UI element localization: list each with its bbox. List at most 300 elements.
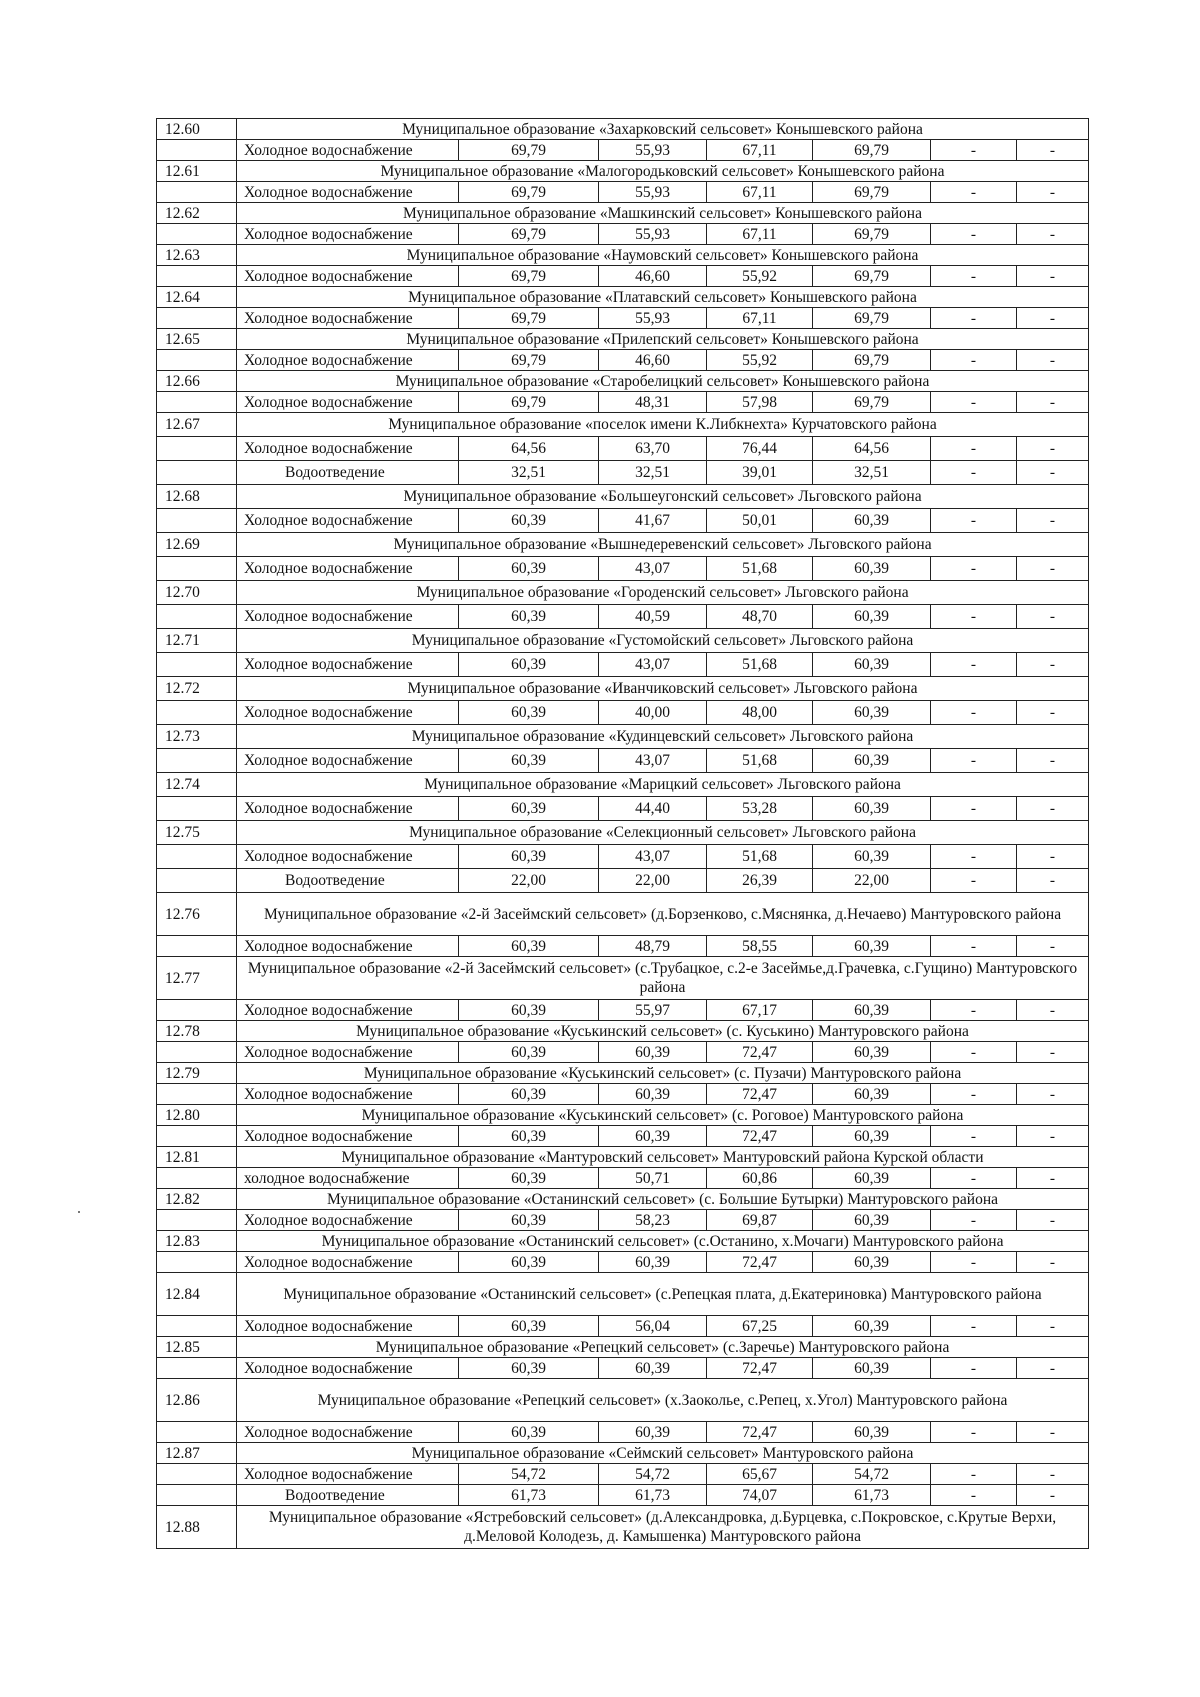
tariff-value: 60,39	[459, 1210, 599, 1231]
section-title: Муниципальное образование «Захарковский сельсовет» Конышевского района	[237, 119, 1089, 140]
section-title: Муниципальное образование «Малогородьковский сельсовет» Конышевского района	[237, 161, 1089, 182]
tariff-value: 22,00	[813, 869, 931, 893]
section-title: Муниципальное образование «Кудинцевский сельсовет» Льговского района	[237, 725, 1089, 749]
tariff-value: -	[1017, 1252, 1089, 1273]
empty-cell	[157, 461, 237, 485]
section-title: Муниципальное образование «Репецкий сельсовет» (х.Заоколье, с.Репец, х.Угол) Мантуровского района	[237, 1379, 1089, 1422]
section-number: 12.75	[157, 821, 237, 845]
service-row	[157, 701, 1089, 725]
tariff-value: 60,39	[813, 1316, 931, 1337]
empty-cell	[157, 1042, 237, 1063]
service-name: Холодное водоснабжение	[237, 437, 459, 461]
service-name: Холодное водоснабжение	[237, 1316, 459, 1337]
tariff-value: 60,39	[459, 797, 599, 821]
section-title: Муниципальное образование «2-й Засеймский сельсовет» (с.Трубацкое, с.2-е Засеймье,д.Грачевка, с.Гущино) Мантуровского района	[237, 957, 1089, 1000]
service-row	[157, 140, 1089, 161]
service-row	[157, 936, 1089, 957]
section-title: Муниципальное образование «Иванчиковский сельсовет» Льговского района	[237, 677, 1089, 701]
tariff-value: 69,79	[813, 266, 931, 287]
tariff-value: 43,07	[599, 557, 707, 581]
tariff-value: -	[931, 392, 1017, 413]
service-row	[157, 308, 1089, 329]
tariff-value: -	[931, 605, 1017, 629]
tariff-value: 60,39	[599, 1422, 707, 1443]
tariff-value: 72,47	[707, 1042, 813, 1063]
section-title: Муниципальное образование «Куськинский сельсовет» (с. Роговое) Мантуровского района	[237, 1105, 1089, 1126]
tariff-value: -	[931, 653, 1017, 677]
tariff-value: 69,79	[813, 308, 931, 329]
empty-cell	[157, 437, 237, 461]
tariff-value: -	[931, 701, 1017, 725]
tariff-value: -	[1017, 437, 1089, 461]
tariff-value: 60,39	[813, 1358, 931, 1379]
tariff-value: -	[931, 461, 1017, 485]
section-title: Муниципальное образование «Мантуровский сельсовет» Мантуровский района Курской области	[237, 1147, 1089, 1168]
section-title: Муниципальное образование «Куськинский сельсовет» (с. Пузачи) Мантуровского района	[237, 1063, 1089, 1084]
section-header-row	[157, 725, 1089, 749]
section-number: 12.76	[157, 893, 237, 936]
section-title: Муниципальное образование «Вышнедеревенский сельсовет» Льговского района	[237, 533, 1089, 557]
tariff-value: -	[1017, 140, 1089, 161]
section-number: 12.61	[157, 161, 237, 182]
service-name: Холодное водоснабжение	[237, 1000, 459, 1021]
tariff-value: -	[1017, 936, 1089, 957]
service-row	[157, 509, 1089, 533]
service-row	[157, 392, 1089, 413]
tariff-value: 60,39	[599, 1252, 707, 1273]
section-header-row	[157, 629, 1089, 653]
tariff-value: 60,39	[813, 509, 931, 533]
empty-cell	[157, 1422, 237, 1443]
section-number: 12.70	[157, 581, 237, 605]
section-header-row	[157, 1231, 1089, 1252]
tariff-value: 58,55	[707, 936, 813, 957]
section-header-row	[157, 1189, 1089, 1210]
service-name: Холодное водоснабжение	[237, 1084, 459, 1105]
section-number: 12.67	[157, 413, 237, 437]
tariff-value: 54,72	[459, 1464, 599, 1485]
tariff-value: -	[1017, 1210, 1089, 1231]
tariff-value: 40,00	[599, 701, 707, 725]
section-header-row	[157, 1379, 1089, 1422]
tariff-value: -	[931, 1422, 1017, 1443]
tariff-value: -	[931, 509, 1017, 533]
tariff-value: 63,70	[599, 437, 707, 461]
tariff-value: -	[931, 182, 1017, 203]
section-number: 12.79	[157, 1063, 237, 1084]
tariff-value: -	[1017, 1042, 1089, 1063]
tariff-value: 72,47	[707, 1252, 813, 1273]
section-header-row	[157, 485, 1089, 509]
empty-cell	[157, 1168, 237, 1189]
tariff-value: 69,79	[459, 140, 599, 161]
tariff-value: 60,39	[813, 605, 931, 629]
service-row	[157, 182, 1089, 203]
section-header-row	[157, 1021, 1089, 1042]
tariff-value: -	[1017, 1485, 1089, 1506]
service-name: Холодное водоснабжение	[237, 797, 459, 821]
service-name: Холодное водоснабжение	[237, 701, 459, 725]
section-header-row	[157, 161, 1089, 182]
tariff-value: -	[931, 1252, 1017, 1273]
tariff-value: -	[931, 350, 1017, 371]
section-header-row	[157, 287, 1089, 308]
tariff-value: 69,79	[459, 224, 599, 245]
empty-cell	[157, 749, 237, 773]
tariff-value: 43,07	[599, 845, 707, 869]
section-title: Муниципальное образование «поселок имени К.Либкнехта» Курчатовского района	[237, 413, 1089, 437]
tariff-value: -	[931, 936, 1017, 957]
service-row	[157, 1000, 1089, 1021]
section-title: Муниципальное образование «Марицкий сельсовет» Льговского района	[237, 773, 1089, 797]
tariff-value: -	[1017, 1168, 1089, 1189]
section-header-row	[157, 893, 1089, 936]
tariff-value: -	[1017, 461, 1089, 485]
empty-cell	[157, 1358, 237, 1379]
tariff-value: 69,79	[459, 392, 599, 413]
tariff-value: 60,39	[599, 1358, 707, 1379]
section-header-row	[157, 581, 1089, 605]
tariff-value: -	[1017, 869, 1089, 893]
tariff-value: -	[931, 1316, 1017, 1337]
service-name: Холодное водоснабжение	[237, 557, 459, 581]
empty-cell	[157, 1126, 237, 1147]
empty-cell	[157, 224, 237, 245]
section-number: 12.81	[157, 1147, 237, 1168]
service-name: Холодное водоснабжение	[237, 605, 459, 629]
tariff-value: 46,60	[599, 266, 707, 287]
section-number: 12.85	[157, 1337, 237, 1358]
section-header-row	[157, 1063, 1089, 1084]
tariff-value: -	[1017, 605, 1089, 629]
tariff-value: 43,07	[599, 653, 707, 677]
tariff-value: 60,39	[813, 1084, 931, 1105]
tariff-value: -	[1017, 1358, 1089, 1379]
tariff-value: 22,00	[599, 869, 707, 893]
tariff-value: -	[931, 437, 1017, 461]
tariff-value: 41,67	[599, 509, 707, 533]
service-name: Холодное водоснабжение	[237, 653, 459, 677]
service-row	[157, 350, 1089, 371]
tariff-value: 69,79	[813, 350, 931, 371]
tariff-value: 51,68	[707, 557, 813, 581]
service-row	[157, 1464, 1089, 1485]
tariff-value: 60,39	[459, 1252, 599, 1273]
tariff-value: 61,73	[813, 1485, 931, 1506]
tariff-value: 60,39	[459, 509, 599, 533]
tariff-value: 60,39	[459, 605, 599, 629]
empty-cell	[157, 140, 237, 161]
tariff-value: 60,39	[599, 1084, 707, 1105]
tariff-value: 60,39	[813, 557, 931, 581]
service-row	[157, 869, 1089, 893]
empty-cell	[157, 1316, 237, 1337]
section-number: 12.69	[157, 533, 237, 557]
empty-cell	[157, 557, 237, 581]
tariff-value: -	[1017, 266, 1089, 287]
empty-cell	[157, 392, 237, 413]
tariff-value: 67,11	[707, 182, 813, 203]
tariff-value: 67,17	[707, 1000, 813, 1021]
tariff-value: 60,39	[459, 1168, 599, 1189]
tariff-table-body	[157, 119, 1089, 1549]
tariff-value: -	[1017, 1464, 1089, 1485]
service-name: Холодное водоснабжение	[237, 224, 459, 245]
section-title: Муниципальное образование «Селекционный сельсовет» Льговского района	[237, 821, 1089, 845]
tariff-value: -	[931, 1168, 1017, 1189]
tariff-value: 43,07	[599, 749, 707, 773]
section-header-row	[157, 1337, 1089, 1358]
service-row	[157, 1316, 1089, 1337]
empty-cell	[157, 1210, 237, 1231]
service-name: Холодное водоснабжение	[237, 509, 459, 533]
tariff-value: 55,92	[707, 266, 813, 287]
tariff-value: 50,01	[707, 509, 813, 533]
empty-cell	[157, 182, 237, 203]
section-header-row	[157, 119, 1089, 140]
tariff-value: 64,56	[813, 437, 931, 461]
tariff-value: 60,39	[459, 749, 599, 773]
tariff-value: -	[1017, 1084, 1089, 1105]
service-row	[157, 1358, 1089, 1379]
service-row	[157, 1252, 1089, 1273]
empty-cell	[157, 266, 237, 287]
service-name: Водоотведение	[237, 1485, 459, 1506]
tariff-value: 72,47	[707, 1084, 813, 1105]
service-name: Холодное водоснабжение	[237, 1422, 459, 1443]
section-title: Муниципальное образование «Останинский сельсовет» (с.Репецкая плата, д.Екатериновка) Мантуровского района	[237, 1273, 1089, 1316]
tariff-value: 60,39	[813, 1126, 931, 1147]
tariff-value: 60,39	[599, 1042, 707, 1063]
tariff-value: 60,39	[459, 701, 599, 725]
service-name: Водоотведение	[237, 869, 459, 893]
tariff-value: 74,07	[707, 1485, 813, 1506]
tariff-value: 69,79	[813, 182, 931, 203]
section-title: Муниципальное образование «Прилепский сельсовет» Конышевского района	[237, 329, 1089, 350]
tariff-value: 32,51	[459, 461, 599, 485]
tariff-value: 55,93	[599, 182, 707, 203]
tariff-value: 51,68	[707, 749, 813, 773]
tariff-value: 61,73	[459, 1485, 599, 1506]
empty-cell	[157, 509, 237, 533]
tariff-value: 54,72	[599, 1464, 707, 1485]
tariff-value: 60,39	[813, 749, 931, 773]
tariff-value: 60,39	[813, 1252, 931, 1273]
section-number: 12.66	[157, 371, 237, 392]
tariff-value: 60,39	[599, 1126, 707, 1147]
tariff-value: 69,79	[459, 308, 599, 329]
tariff-value: 60,39	[459, 845, 599, 869]
tariff-value: 61,73	[599, 1485, 707, 1506]
service-name: Холодное водоснабжение	[237, 749, 459, 773]
tariff-value: 55,93	[599, 140, 707, 161]
section-number: 12.83	[157, 1231, 237, 1252]
tariff-value: 54,72	[813, 1464, 931, 1485]
tariff-value: -	[931, 308, 1017, 329]
tariff-value: 60,39	[459, 1316, 599, 1337]
tariff-value: 67,11	[707, 140, 813, 161]
section-title: Муниципальное образование «Куськинский сельсовет» (с. Куськино) Мантуровского района	[237, 1021, 1089, 1042]
section-number: 12.87	[157, 1443, 237, 1464]
tariff-value: 60,39	[813, 1168, 931, 1189]
tariff-value: 48,31	[599, 392, 707, 413]
service-row	[157, 437, 1089, 461]
tariff-value: 60,39	[459, 1000, 599, 1021]
tariff-value: 60,39	[459, 936, 599, 957]
tariff-value: -	[931, 1126, 1017, 1147]
section-number: 12.88	[157, 1506, 237, 1549]
tariff-value: 69,79	[813, 140, 931, 161]
tariff-value: -	[931, 1000, 1017, 1021]
service-name: Холодное водоснабжение	[237, 845, 459, 869]
tariff-value: 48,70	[707, 605, 813, 629]
section-number: 12.65	[157, 329, 237, 350]
tariff-value: -	[931, 1485, 1017, 1506]
service-name: Холодное водоснабжение	[237, 392, 459, 413]
service-name: Холодное водоснабжение	[237, 1358, 459, 1379]
tariff-value: 67,25	[707, 1316, 813, 1337]
tariff-value: -	[931, 749, 1017, 773]
section-title: Муниципальное образование «Репецкий сельсовет» (с.Заречье) Мантуровского района	[237, 1337, 1089, 1358]
tariff-value: 55,97	[599, 1000, 707, 1021]
tariff-value: 48,79	[599, 936, 707, 957]
empty-cell	[157, 1084, 237, 1105]
tariff-value: 60,39	[813, 797, 931, 821]
tariff-value: 55,93	[599, 308, 707, 329]
section-header-row	[157, 677, 1089, 701]
tariff-value: -	[1017, 308, 1089, 329]
tariff-value: 69,79	[813, 224, 931, 245]
section-header-row	[157, 821, 1089, 845]
section-number: 12.74	[157, 773, 237, 797]
section-title: Муниципальное образование «Машкинский сельсовет» Конышевского района	[237, 203, 1089, 224]
empty-cell	[157, 605, 237, 629]
tariff-value: -	[931, 869, 1017, 893]
tariff-value: 60,39	[459, 557, 599, 581]
tariff-value: -	[931, 1084, 1017, 1105]
section-title: Муниципальное образование «Сеймский сельсовет» Мантуровского района	[237, 1443, 1089, 1464]
tariff-value: 60,39	[813, 845, 931, 869]
section-title: Муниципальное образование «Старобелицкий сельсовет» Конышевского района	[237, 371, 1089, 392]
section-header-row	[157, 773, 1089, 797]
service-name: Холодное водоснабжение	[237, 308, 459, 329]
tariff-value: 60,39	[813, 1422, 931, 1443]
service-name: Холодное водоснабжение	[237, 1464, 459, 1485]
service-row	[157, 605, 1089, 629]
tariff-value: 67,11	[707, 224, 813, 245]
section-title: Муниципальное образование «Наумовский сельсовет» Конышевского района	[237, 245, 1089, 266]
tariff-value: 51,68	[707, 845, 813, 869]
section-header-row	[157, 1105, 1089, 1126]
service-row	[157, 224, 1089, 245]
tariff-value: 56,04	[599, 1316, 707, 1337]
tariff-value: 60,39	[813, 701, 931, 725]
tariff-value: 60,39	[813, 1042, 931, 1063]
section-header-row	[157, 203, 1089, 224]
tariff-value: 55,93	[599, 224, 707, 245]
empty-cell	[157, 1485, 237, 1506]
section-number: 12.86	[157, 1379, 237, 1422]
tariff-value: 50,71	[599, 1168, 707, 1189]
tariff-value: -	[1017, 1422, 1089, 1443]
service-row	[157, 1084, 1089, 1105]
service-name: Холодное водоснабжение	[237, 350, 459, 371]
section-header-row	[157, 413, 1089, 437]
section-number: 12.63	[157, 245, 237, 266]
section-number: 12.82	[157, 1189, 237, 1210]
tariff-value: -	[1017, 392, 1089, 413]
tariff-value: 65,67	[707, 1464, 813, 1485]
tariff-value: 72,47	[707, 1358, 813, 1379]
section-header-row	[157, 329, 1089, 350]
service-row	[157, 845, 1089, 869]
service-name: Водоотведение	[237, 461, 459, 485]
tariff-value: -	[931, 266, 1017, 287]
tariff-value: -	[1017, 350, 1089, 371]
empty-cell	[157, 701, 237, 725]
service-row	[157, 461, 1089, 485]
tariff-value: -	[931, 1042, 1017, 1063]
tariff-value: 69,79	[459, 266, 599, 287]
tariff-value: 26,39	[707, 869, 813, 893]
tariff-value: 46,60	[599, 350, 707, 371]
section-title: Муниципальное образование «Городенский сельсовет» Льговского района	[237, 581, 1089, 605]
empty-cell	[157, 1000, 237, 1021]
service-name: холодное водоснабжение	[237, 1168, 459, 1189]
section-header-row	[157, 1147, 1089, 1168]
tariff-value: 32,51	[599, 461, 707, 485]
tariff-value: 64,56	[459, 437, 599, 461]
service-row	[157, 749, 1089, 773]
tariff-value: -	[931, 557, 1017, 581]
tariff-value: 58,23	[599, 1210, 707, 1231]
tariff-value: 60,39	[813, 1210, 931, 1231]
empty-cell	[157, 1464, 237, 1485]
service-name: Холодное водоснабжение	[237, 1252, 459, 1273]
section-header-row	[157, 245, 1089, 266]
tariff-value: 53,28	[707, 797, 813, 821]
tariff-value: -	[1017, 1316, 1089, 1337]
tariff-value: 60,39	[459, 1084, 599, 1105]
section-header-row	[157, 1273, 1089, 1316]
tariff-value: -	[1017, 1126, 1089, 1147]
section-header-row	[157, 533, 1089, 557]
tariff-value: 69,79	[459, 182, 599, 203]
tariff-value: 72,47	[707, 1422, 813, 1443]
section-number: 12.60	[157, 119, 237, 140]
section-title: Муниципальное образование «Останинский сельсовет» (с.Останино, х.Мочаги) Мантуровского района	[237, 1231, 1089, 1252]
tariff-value: 60,86	[707, 1168, 813, 1189]
service-row	[157, 1485, 1089, 1506]
tariff-value: -	[1017, 182, 1089, 203]
tariff-value: 60,39	[459, 1042, 599, 1063]
tariff-value: -	[931, 224, 1017, 245]
service-row	[157, 1126, 1089, 1147]
section-header-row	[157, 371, 1089, 392]
tariff-value: -	[931, 1464, 1017, 1485]
tariff-value: 57,98	[707, 392, 813, 413]
section-number: 12.80	[157, 1105, 237, 1126]
tariff-value: 60,39	[813, 653, 931, 677]
tariff-value: -	[1017, 653, 1089, 677]
tariff-value: 76,44	[707, 437, 813, 461]
tariff-value: 22,00	[459, 869, 599, 893]
section-title: Муниципальное образование «Останинский сельсовет» (с. Большие Бутырки) Мантуровского района	[237, 1189, 1089, 1210]
section-number: 12.78	[157, 1021, 237, 1042]
tariff-value: 39,01	[707, 461, 813, 485]
tariff-value: 48,00	[707, 701, 813, 725]
empty-cell	[157, 797, 237, 821]
